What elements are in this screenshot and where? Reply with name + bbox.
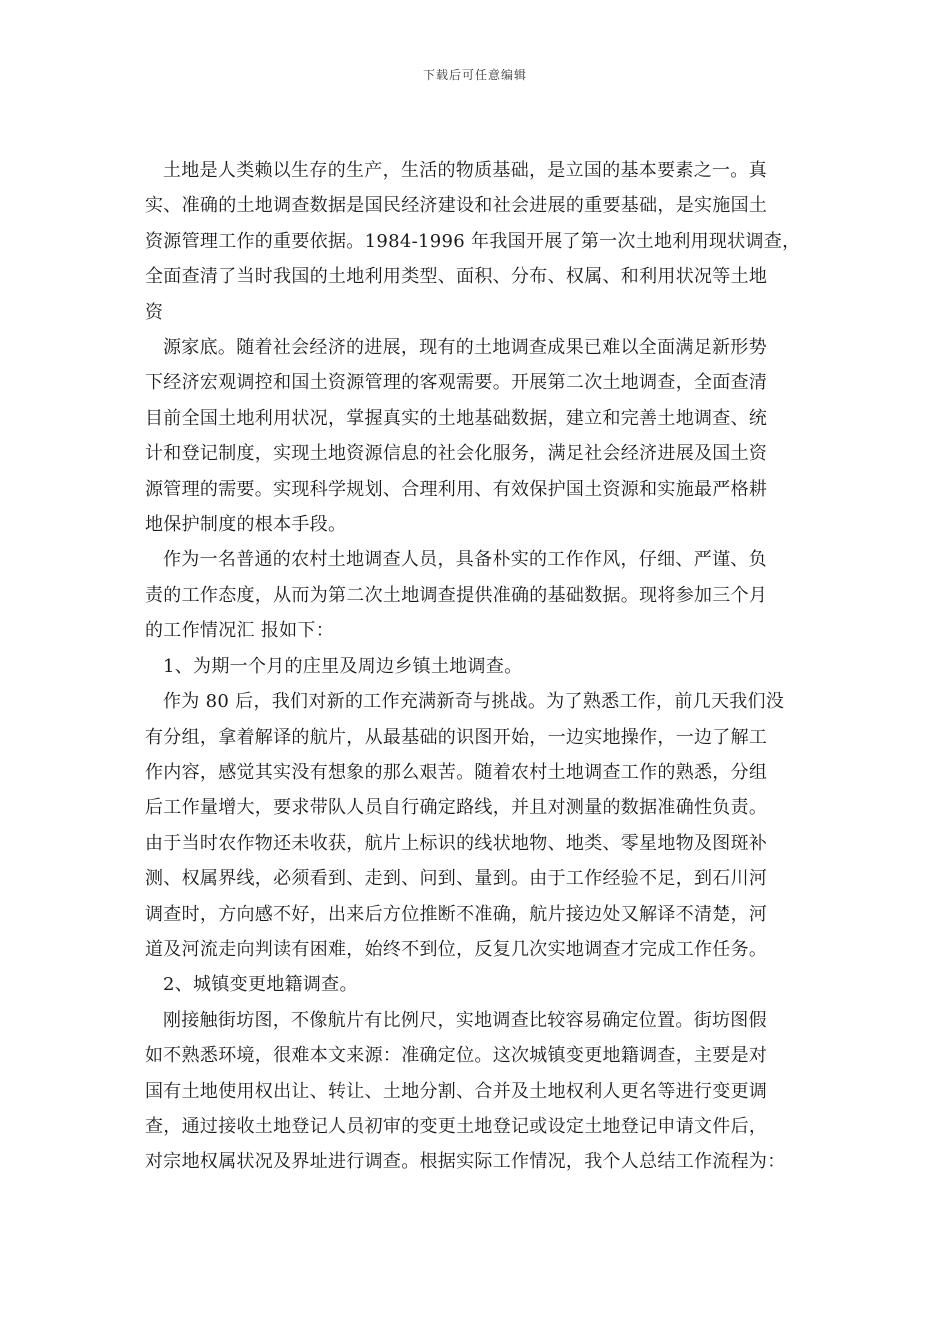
- text-line: 目前全国土地利用状况，掌握真实的土地基础数据，建立和完善土地调查、统: [145, 407, 768, 429]
- text-line: 地保护制度的根本手段。: [145, 514, 347, 536]
- text-line: 土地是人类赖以生存的生产，生活的物质基础，是立国的基本要素之一。真: [163, 160, 767, 181]
- text-line: 的工作情况汇 报如下：: [145, 620, 335, 642]
- paragraph-work-report-intro: [145, 542, 821, 648]
- text-line: 全面查清了当时我国的土地利用类型、面积、分布、权属、和利用状况等土地: [145, 266, 768, 288]
- text-line: 有分组，拿着解译的航片，从最基础的识图开始，一边实地操作，一边了解工: [145, 726, 768, 748]
- text-line: 源家底。随着社会经济的进展，现有的土地调查成果已难以全面满足新形势: [163, 337, 767, 359]
- section-heading-1: [145, 649, 821, 684]
- text-line: 资源管理工作的重要依据。1984-1996 年我国开展了第一次土地利用现状调查，: [145, 230, 801, 252]
- text-line: 资: [145, 301, 164, 323]
- text-line: 实、准确的土地调查数据是国民经济建设和社会进展的重要基础，是实施国土: [145, 195, 768, 217]
- text-line: 查，通过接收土地登记人员初审的变更土地登记或设定土地登记申请文件后，: [145, 1115, 768, 1137]
- paragraph-urban-cadastral: [145, 1003, 821, 1180]
- text-line: 下经济宏观调控和国土资源管理的客观需要。开展第二次土地调查，全面查清: [145, 372, 768, 394]
- text-line: 2、城镇变更地籍调查。: [163, 974, 358, 996]
- text-line: 道及河流走向判读有困难，始终不到位，反复几次实地调查才完成工作任务。: [145, 938, 768, 960]
- text-line: 后工作量增大，要求带队人员自行确定路线，并且对测量的数据准确性负责。: [145, 797, 768, 819]
- text-line: 测、权属界线，必须看到、走到、问到、量到。由于工作经验不足，到石川河: [145, 868, 768, 890]
- paragraph-land-importance: [145, 153, 821, 330]
- page-header: 下载后可任意编辑: [422, 68, 527, 82]
- text-line: 作为 80 后，我们对新的工作充满新奇与挑战。为了熟悉工作，前几天我们没: [163, 691, 785, 713]
- text-line: 作内容，感觉其实没有想象的那么艰苦。随着农村土地调查工作的熟悉，分组: [145, 761, 768, 783]
- text-line: 计和登记制度，实现土地资源信息的社会化服务，满足社会经济进展及国土资: [145, 443, 768, 465]
- text-line: 如不熟悉环境，很难本文来源：准确定位。这次城镇变更地籍调查，主要是对: [145, 1045, 768, 1067]
- text-line: 调查时，方向感不好，出来后方位推断不准确，航片接边处又解译不清楚，河: [145, 903, 768, 925]
- text-line: 作为一名普通的农村土地调查人员，具备朴实的工作作风，仔细、严谨、负: [163, 549, 767, 571]
- text-line: 国有土地使用权出让、转让、土地分割、合并及土地权利人更名等进行变更调: [145, 1080, 768, 1102]
- text-line: 刚接触街坊图，不像航片有比例尺，实地调查比较容易确定位置。街坊图假: [163, 1009, 767, 1031]
- text-line: 由于当时农作物还未收获，航片上标识的线状地物、地类、零星地物及图斑补: [145, 832, 768, 854]
- text-line: 1、为期一个月的庄里及周边乡镇土地调查。: [163, 655, 523, 677]
- paragraph-rural-survey: [145, 684, 821, 967]
- section-heading-2: [145, 967, 821, 1002]
- text-line: 源管理的需要。实现科学规划、合理利用、有效保护国土资源和实施最严格耕: [145, 478, 768, 500]
- text-line: 责的工作态度，从而为第二次土地调查提供准确的基础数据。现将参加三个月: [145, 584, 768, 606]
- text-line: 对宗地权属状况及界址进行调查。根据实际工作情况，我个人总结工作流程为：: [145, 1151, 786, 1173]
- paragraph-second-survey: [145, 330, 821, 542]
- document-body: [145, 153, 821, 1180]
